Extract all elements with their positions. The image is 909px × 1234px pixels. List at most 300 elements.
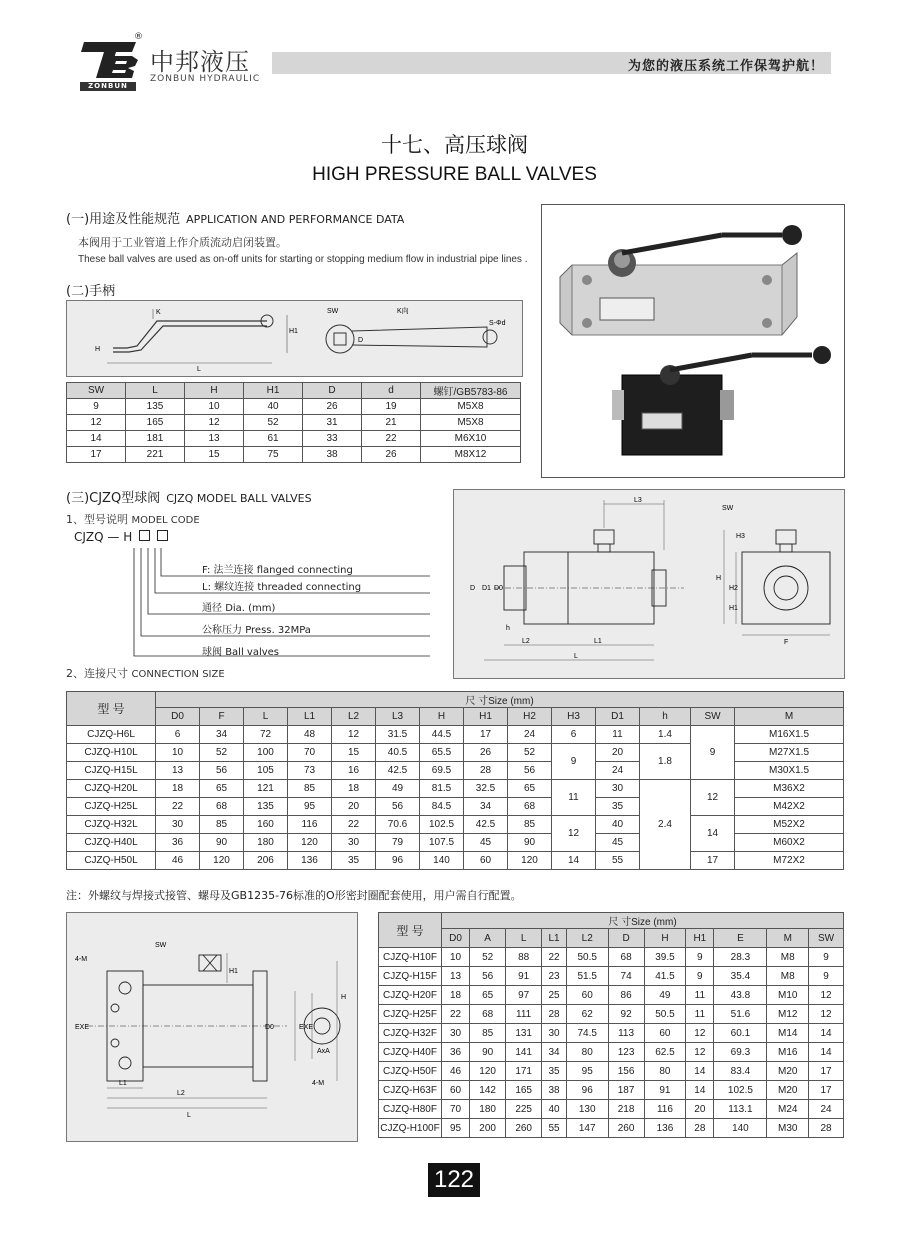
page-title-en: HIGH PRESSURE BALL VALVES — [312, 164, 597, 185]
code-line-valve — [202, 643, 279, 658]
table-row — [379, 1081, 844, 1100]
brand-name-cn: 中邦液压 — [150, 48, 250, 76]
table-header-cell: M — [767, 929, 809, 948]
table-header-cell: D1 — [596, 708, 640, 726]
table-header-cell: D — [608, 929, 644, 948]
table-cell: 12 — [686, 1043, 714, 1062]
table-header-cell: SW — [691, 708, 735, 726]
handle-k-label: K — [156, 309, 161, 316]
handle-sd-label: S-Φd — [489, 320, 506, 327]
table-header-cell: L — [126, 383, 185, 399]
table-cell: 68 — [508, 798, 552, 816]
model-cell: CJZQ-H32F — [379, 1024, 442, 1043]
model-cell: CJZQ-H100F — [379, 1119, 442, 1138]
handle-h-label: H — [95, 346, 101, 353]
registered-mark: ® — [134, 32, 143, 42]
table-cell: 70.6 — [376, 816, 420, 834]
handle-kview-label: K向 — [397, 308, 409, 315]
table-cell: 130 — [566, 1100, 608, 1119]
model-cell: CJZQ-H32L — [67, 816, 156, 834]
table-cell: 60 — [464, 852, 508, 870]
code-line-valve-en: Ball valves — [225, 647, 280, 658]
table-cell: 12 — [809, 986, 844, 1005]
diag-h3-label: H3 — [736, 533, 745, 540]
code-line-flange-en: flanged connecting — [256, 565, 353, 576]
table-cell: 140 — [420, 852, 464, 870]
model-cell: CJZQ-H25L — [67, 798, 156, 816]
table-cell: 131 — [506, 1024, 542, 1043]
table-cell: M20 — [767, 1062, 809, 1081]
table-cell: 31 — [303, 415, 362, 431]
table-row — [379, 1100, 844, 1119]
table-cell: 20 — [686, 1100, 714, 1119]
table-cell: 96 — [376, 852, 420, 870]
code-box — [139, 530, 150, 541]
flange-sw-label: SW — [155, 942, 167, 949]
table-cell: 90 — [508, 834, 552, 852]
table-cell: 88 — [506, 948, 542, 967]
table-header-cell: D — [303, 383, 362, 399]
table-cell: 20 — [596, 744, 640, 762]
note: 注：外螺纹与焊接式接管、螺母及GB1235-76标准的O形密封圈配套使用，用户需自行配置。 — [66, 889, 522, 902]
size-header: 尺 寸Size (mm) — [442, 913, 844, 929]
table-cell: M8 — [767, 948, 809, 967]
table-cell: 9 — [691, 726, 735, 780]
diag-hs-label: h — [506, 625, 510, 632]
table-cell: 180 — [244, 834, 288, 852]
table-cell: 34 — [200, 726, 244, 744]
table-cell: 9 — [686, 967, 714, 986]
table-cell: 30 — [332, 834, 376, 852]
table-row — [67, 415, 521, 431]
table-header-cell: L1 — [288, 708, 332, 726]
diag-h-label: H — [716, 575, 722, 582]
model-cell: CJZQ-H25F — [379, 1005, 442, 1024]
model-cell: CJZQ-H15F — [379, 967, 442, 986]
table-cell: 26 — [303, 399, 362, 415]
code-line-dia-en: Dia. (mm) — [225, 603, 276, 614]
flange-valve-table — [378, 912, 844, 1138]
table-cell: 84.5 — [420, 798, 464, 816]
section3-heading — [66, 487, 312, 506]
table-cell: M27X1.5 — [735, 744, 844, 762]
table-cell: M42X2 — [735, 798, 844, 816]
table-cell: 17 — [691, 852, 735, 870]
table-header-cell: H — [185, 383, 244, 399]
table-cell: 120 — [288, 834, 332, 852]
table-cell: 225 — [506, 1100, 542, 1119]
table-cell: 17 — [67, 447, 126, 463]
connection-title-cn: 2、连接尺寸 — [66, 667, 128, 680]
table-cell: 62.5 — [644, 1043, 686, 1062]
table-row — [379, 1005, 844, 1024]
table-header-cell: H1 — [686, 929, 714, 948]
table-cell: 32.5 — [464, 780, 508, 798]
model-cell: CJZQ-H80F — [379, 1100, 442, 1119]
table-row — [379, 986, 844, 1005]
slogan: 为您的液压系统工作保驾护航！ — [627, 59, 824, 74]
table-cell: 22 — [362, 431, 421, 447]
size-header: 尺 寸Size (mm) — [156, 692, 844, 708]
table-cell: 13 — [156, 762, 200, 780]
table-cell: 111 — [506, 1005, 542, 1024]
table-row — [67, 726, 844, 744]
table-cell: M60X2 — [735, 834, 844, 852]
table-cell: 56 — [376, 798, 420, 816]
table-cell: 120 — [200, 852, 244, 870]
code-line-press — [202, 621, 311, 636]
table-cell: 40 — [596, 816, 640, 834]
table-cell: 160 — [244, 816, 288, 834]
code-line-flange — [202, 561, 353, 576]
model-cell: CJZQ-H6L — [67, 726, 156, 744]
code-line-thread — [202, 578, 361, 593]
table-header-cell: L1 — [542, 929, 567, 948]
table-row — [379, 967, 844, 986]
code-line-dia — [202, 599, 275, 614]
table-cell: 13 — [185, 431, 244, 447]
flange-d0-label: D0 — [265, 1024, 274, 1031]
handle-diagram — [66, 300, 523, 377]
table-cell: 28 — [809, 1119, 844, 1138]
table-header-cell: L3 — [376, 708, 420, 726]
table-cell: 56 — [200, 762, 244, 780]
table-cell: 165 — [506, 1081, 542, 1100]
table-cell: M30 — [767, 1119, 809, 1138]
table-cell: 180 — [470, 1100, 506, 1119]
table-cell: 36 — [156, 834, 200, 852]
table-cell: 105 — [244, 762, 288, 780]
table-cell: 40 — [542, 1100, 567, 1119]
code-line-thread-en: threaded connecting — [257, 582, 362, 593]
table-cell: 1.4 — [640, 726, 691, 744]
table-cell: 14 — [686, 1081, 714, 1100]
table-cell: 91 — [506, 967, 542, 986]
table-cell: 95 — [288, 798, 332, 816]
table-cell: 21 — [362, 415, 421, 431]
flange-4m-b-label: 4-M — [312, 1080, 325, 1087]
model-code-title — [66, 511, 200, 527]
table-cell: M16X1.5 — [735, 726, 844, 744]
table-header-row — [67, 383, 521, 399]
table-cell: 62 — [566, 1005, 608, 1024]
section3-heading-cn: (三)CJZQ型球阀 — [66, 491, 161, 506]
table-row — [379, 1043, 844, 1062]
table-cell: 34 — [542, 1043, 567, 1062]
section1-heading-en: APPLICATION AND PERFORMANCE DATA — [186, 213, 405, 226]
code-line-thread-cn: L: 螺纹连接 — [202, 582, 255, 593]
table-cell: 22 — [542, 948, 567, 967]
table-header-row — [67, 708, 844, 726]
table-header-cell: L2 — [566, 929, 608, 948]
table-cell: 24 — [809, 1100, 844, 1119]
table-cell: 49 — [644, 986, 686, 1005]
table-cell: 40.5 — [376, 744, 420, 762]
table-cell: 10 — [156, 744, 200, 762]
table-cell: 61 — [244, 431, 303, 447]
table-cell: 73 — [288, 762, 332, 780]
handle-sw-label: SW — [327, 308, 339, 315]
table-cell: 91 — [644, 1081, 686, 1100]
section1-heading — [66, 208, 404, 227]
table-cell: 218 — [608, 1100, 644, 1119]
table-cell: 102.5 — [420, 816, 464, 834]
connection-title — [66, 665, 225, 681]
table-header-cell: 螺钉/GB5783-86 — [421, 383, 521, 399]
model-cell: CJZQ-H10L — [67, 744, 156, 762]
table-cell: 85 — [508, 816, 552, 834]
table-cell: 52 — [508, 744, 552, 762]
table-cell: 52 — [200, 744, 244, 762]
model-cell: CJZQ-H10F — [379, 948, 442, 967]
table-cell: 13 — [442, 967, 470, 986]
table-cell: 147 — [566, 1119, 608, 1138]
model-code — [74, 530, 168, 544]
flange-axa-label: AxA — [317, 1048, 330, 1055]
table-cell: 90 — [470, 1043, 506, 1062]
diag-sw-label: SW — [722, 505, 734, 512]
table-cell: 136 — [644, 1119, 686, 1138]
table-cell: 28 — [542, 1005, 567, 1024]
table-cell: 221 — [126, 447, 185, 463]
table-header-cell: D0 — [442, 929, 470, 948]
table-cell: 60 — [566, 986, 608, 1005]
table-cell: 12 — [185, 415, 244, 431]
diag-f-label: F — [784, 639, 789, 646]
table-cell: 95 — [442, 1119, 470, 1138]
brand-logo-mark — [80, 38, 140, 82]
page-number: 122 — [428, 1163, 480, 1197]
table-cell: 56 — [508, 762, 552, 780]
table-cell: 17 — [464, 726, 508, 744]
table-header-cell: h — [640, 708, 691, 726]
table-cell: 18 — [332, 780, 376, 798]
table-cell: 56 — [470, 967, 506, 986]
table-cell: 113.1 — [714, 1100, 767, 1119]
table-cell: 44.5 — [420, 726, 464, 744]
table-cell: 30 — [156, 816, 200, 834]
table-header-cell: H — [644, 929, 686, 948]
table-header-cell: A — [470, 929, 506, 948]
flange-l2-label: L2 — [177, 1090, 185, 1097]
table-cell: 80 — [644, 1062, 686, 1081]
table-header-cell: H1 — [244, 383, 303, 399]
table-cell: 35 — [596, 798, 640, 816]
diag-d0-label: D0 — [494, 585, 503, 592]
table-cell: 12 — [809, 1005, 844, 1024]
table-cell: 68 — [470, 1005, 506, 1024]
table-cell: M16 — [767, 1043, 809, 1062]
table-cell: M30X1.5 — [735, 762, 844, 780]
table-cell: 102.5 — [714, 1081, 767, 1100]
table-cell: 85 — [200, 816, 244, 834]
table-row — [67, 852, 844, 870]
brand-logo-sub: ZONBUN — [80, 82, 136, 91]
table-cell: 9 — [552, 744, 596, 780]
handle-l-label: L — [197, 366, 201, 373]
table-cell: 17 — [809, 1062, 844, 1081]
table-cell: 9 — [686, 948, 714, 967]
table-header-cell: L — [244, 708, 288, 726]
table-cell: 43.8 — [714, 986, 767, 1005]
table-cell: 100 — [244, 744, 288, 762]
table-cell: 28.3 — [714, 948, 767, 967]
diag-l2-label: L2 — [522, 638, 530, 645]
table-cell: 181 — [126, 431, 185, 447]
table-cell: M5X8 — [421, 399, 521, 415]
table-cell: M20 — [767, 1081, 809, 1100]
table-cell: 123 — [608, 1043, 644, 1062]
table-cell: M24 — [767, 1100, 809, 1119]
table-cell: 50.5 — [566, 948, 608, 967]
table-cell: M8X12 — [421, 447, 521, 463]
table-cell: 11 — [686, 1005, 714, 1024]
model-code-title-cn: 1、型号说明 — [66, 513, 128, 526]
diag-l3-label: L3 — [634, 497, 642, 504]
table-cell: 14 — [691, 816, 735, 852]
table-cell: 86 — [608, 986, 644, 1005]
table-header-cell: H1 — [464, 708, 508, 726]
table-row — [379, 1024, 844, 1043]
table-cell: 116 — [644, 1100, 686, 1119]
table-cell: 107.5 — [420, 834, 464, 852]
table-cell: 10 — [185, 399, 244, 415]
table-cell: 36 — [442, 1043, 470, 1062]
code-line-press-en: Press. 32MPa — [245, 625, 311, 636]
table-row — [379, 1062, 844, 1081]
table-header-cell: E — [714, 929, 767, 948]
table-cell: M12 — [767, 1005, 809, 1024]
table-header-cell: H2 — [508, 708, 552, 726]
table-cell: 55 — [542, 1119, 567, 1138]
table-header-cell: L — [506, 929, 542, 948]
flange-valve-diagram — [66, 912, 358, 1142]
diag-l-label: L — [574, 653, 578, 660]
table-cell: 50.5 — [644, 1005, 686, 1024]
model-cell: CJZQ-H63F — [379, 1081, 442, 1100]
table-cell: 14 — [686, 1062, 714, 1081]
table-cell: 35 — [542, 1062, 567, 1081]
table-cell: 1.8 — [640, 744, 691, 780]
model-cell: CJZQ-H50L — [67, 852, 156, 870]
table-cell: 96 — [566, 1081, 608, 1100]
table-cell: 42.5 — [376, 762, 420, 780]
table-cell: M72X2 — [735, 852, 844, 870]
flange-h1-label: H1 — [229, 968, 238, 975]
table-cell: 14 — [552, 852, 596, 870]
table-header-cell: H3 — [552, 708, 596, 726]
section2-heading: (二)手柄 — [66, 284, 116, 299]
table-cell: 12 — [332, 726, 376, 744]
table-cell: 116 — [288, 816, 332, 834]
table-cell: 24 — [508, 726, 552, 744]
table-cell: 30 — [442, 1024, 470, 1043]
table-cell: 260 — [506, 1119, 542, 1138]
table-cell: 14 — [67, 431, 126, 447]
table-cell: 48 — [288, 726, 332, 744]
table-cell: 46 — [156, 852, 200, 870]
table-cell: 25 — [542, 986, 567, 1005]
table-header-cell: L2 — [332, 708, 376, 726]
table-header-row — [67, 692, 844, 708]
table-cell: 14 — [809, 1043, 844, 1062]
table-row — [67, 399, 521, 415]
table-cell: M52X2 — [735, 816, 844, 834]
table-cell: 26 — [362, 447, 421, 463]
table-cell: 121 — [244, 780, 288, 798]
table-cell: 14 — [809, 1024, 844, 1043]
table-cell: 60 — [644, 1024, 686, 1043]
table-row — [67, 816, 844, 834]
flange-h-label: H — [341, 994, 347, 1001]
table-header-cell: D0 — [156, 708, 200, 726]
table-cell: 9 — [67, 399, 126, 415]
table-cell: 65 — [200, 780, 244, 798]
table-cell: 120 — [508, 852, 552, 870]
section1-desc-cn: 本阀用于工业管道上作介质流动启闭装置。 — [78, 236, 287, 249]
code-line-press-cn: 公称压力 — [202, 625, 242, 636]
table-row — [379, 1119, 844, 1138]
flange-4m-label: 4-M — [75, 956, 88, 963]
table-cell: 52 — [470, 948, 506, 967]
code-line-flange-cn: F: 法兰连接 — [202, 565, 254, 576]
table-cell: 35.4 — [714, 967, 767, 986]
table-cell: 28 — [686, 1119, 714, 1138]
table-cell: 9 — [809, 967, 844, 986]
table-row — [67, 431, 521, 447]
table-cell: 60.1 — [714, 1024, 767, 1043]
table-cell: 28 — [464, 762, 508, 780]
section3-heading-en: CJZQ MODEL BALL VALVES — [166, 492, 312, 505]
table-row — [379, 948, 844, 967]
table-cell: 30 — [596, 780, 640, 798]
table-cell: 19 — [362, 399, 421, 415]
table-header-cell: d — [362, 383, 421, 399]
table-cell: 31.5 — [376, 726, 420, 744]
table-cell: 70 — [442, 1100, 470, 1119]
table-header-cell: SW — [67, 383, 126, 399]
table-cell: 15 — [332, 744, 376, 762]
table-cell: 45 — [464, 834, 508, 852]
table-cell: 26 — [464, 744, 508, 762]
table-cell: 22 — [332, 816, 376, 834]
table-cell: 140 — [714, 1119, 767, 1138]
flange-l1-label: L1 — [119, 1080, 127, 1087]
table-cell: 30 — [542, 1024, 567, 1043]
table-cell: M36X2 — [735, 780, 844, 798]
table-cell: 17 — [809, 1081, 844, 1100]
table-cell: 206 — [244, 852, 288, 870]
table-cell: 46 — [442, 1062, 470, 1081]
model-code-title-en: MODEL CODE — [131, 515, 200, 526]
table-cell: 120 — [470, 1062, 506, 1081]
section1-desc-en: These ball valves are used as on-off units for starting or stopping medium flow in industrial pipe lines . — [78, 254, 528, 265]
table-cell: 260 — [608, 1119, 644, 1138]
table-cell: 55 — [596, 852, 640, 870]
table-cell: 38 — [542, 1081, 567, 1100]
table-cell: 16 — [332, 762, 376, 780]
table-cell: 10 — [442, 948, 470, 967]
table-cell: 165 — [126, 415, 185, 431]
table-cell: 12 — [691, 780, 735, 816]
diag-h1-label: H1 — [729, 605, 738, 612]
table-cell: 74.5 — [566, 1024, 608, 1043]
table-header-cell: F — [200, 708, 244, 726]
table-cell: 24 — [596, 762, 640, 780]
table-cell: 49 — [376, 780, 420, 798]
diag-d1-label: D1 — [482, 585, 491, 592]
table-header-cell: SW — [809, 929, 844, 948]
